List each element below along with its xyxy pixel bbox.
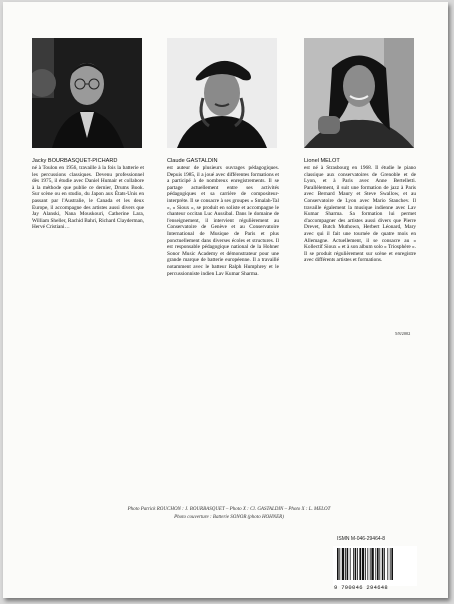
person-name: Jacky BOURBASQUET-PICHARD: [32, 158, 118, 164]
barcode-bar: [337, 548, 339, 580]
print-date: 5/8/2002: [395, 331, 411, 336]
barcode-bar: [367, 548, 368, 580]
person-name: Claude GASTALDIN: [167, 158, 218, 164]
back-cover-page: [3, 2, 448, 598]
barcode: [333, 546, 417, 586]
person-bio: né à Toulon en 1956, travaille à la fois la batterie et les percussions classiques. Devenu professionnel dès 1975, il étudie avec Daniel Humair et collabore à la méthode que publie ce dernier, Drums Book. Sur scène ou en studio, du Japon aux États-Unis en passant par l'Australie, le Canada et les deux Europe, il accompagne des artistes aussi divers que Jay Alanski, Nana Mouskouri, Catherine Lara, William Sheller, Rachid Bahri, Richard Clayderman, Hervé Cristiani…: [32, 165, 144, 231]
barcode-bar: [391, 548, 393, 580]
barcode-bar: [342, 548, 344, 580]
barcode-bar: [387, 548, 388, 580]
barcode-bar: [362, 548, 364, 580]
barcode-bar: [347, 548, 349, 580]
photo-credits: [43, 506, 415, 522]
barcode-bar: [357, 548, 358, 580]
person-name: Lionel MELOT: [304, 158, 340, 164]
barcode-bar: [353, 548, 354, 580]
barcode-bar: [384, 548, 385, 580]
barcode-bar: [350, 548, 351, 580]
photo-jacky-bourbasquet: [32, 38, 142, 148]
barcode-bar: [371, 548, 373, 580]
barcode-bar: [359, 548, 361, 580]
barcode-bar: [365, 548, 366, 580]
photo-credits-line: Photo Patrick ROUCHON : J. BOURBASQUET – Photo X : Cl. GASTALDIN – Photo X : L. MELOT: [127, 507, 331, 512]
person-bio: est auteur de plusieurs ouvrages pédagogiques. Depuis 1985, il a joué avec différentes formations et a participé à de nombreux enregistrements. Il se partage actuellement entre ses activités pédagogiques et sa carrière de compositeur-interprète. Il se consacre à ses groupes « Smalah-Tal », « Sioux », se produit en soliste et accompagne le chanteur occitan Luc Aussibal. Dans le domaine de l'enseignement, il intervient régulièrement au Conservatoire de Genève et au Conservatoire International de Musique de Paris et plus ponctuellement dans diverses écoles et structures. Il est responsable pédagogique national de la Hohner Sonor Music Academy et démonstrateur pour une grande marque de batterie européenne. Il a travaillé notamment avec le batteur Ralph Humphrey et le percussionniste indien Lav Kumar Sharma.: [167, 165, 279, 277]
bio-jacky-bourbasquet: [32, 158, 144, 231]
barcode-bar: [375, 548, 376, 580]
barcode-bar: [382, 548, 384, 580]
photo-lionel-melot: [304, 38, 414, 148]
bio-lionel-melot: [304, 158, 416, 264]
bio-claude-gastaldin: [167, 158, 279, 277]
barcode-bar: [355, 548, 357, 580]
barcode-bar: [370, 548, 371, 580]
barcode-bar: [390, 548, 391, 580]
ismn-code: ISMN M-046-29464-8: [337, 536, 386, 542]
photo-claude-gastaldin: [167, 38, 277, 148]
barcode-bar: [379, 548, 380, 580]
cover-credit-line: Photo couverture : Batterie SONOR (photo HOHNER): [174, 515, 284, 521]
person-bio: est né à Strasbourg en 1968. Il étudie le piano classique aux conservatoires de Grenoble et de Lyon, et à Paris avec Anne Bertelletti. Parallèlement, il suit une formation de jazz à Paris avec Bernard Maury et Steve Swallow, et au Conservatoire de Lyon avec Mario Stanchev. Il travaille également la musique indienne avec Lav Kumar Sharma. Sa formation lui permet d'accompagner des artistes aussi divers que Pierre Drevet, Butch Muthown, Herbert Léonard, Mary avec qui il fait une tournée de quatre mois en Allemagne. Actuellement, il se consacre au « Kollectif Sioux » et à son album solo « Triosphère ». Il se produit régulièrement sur scène et enregistre avec différents artistes et formations.: [304, 165, 416, 264]
barcode-number: 9 790046 294648: [334, 584, 389, 591]
barcode-bar: [339, 548, 340, 580]
barcode-bar: [377, 548, 379, 580]
barcode-bar: [345, 548, 346, 580]
